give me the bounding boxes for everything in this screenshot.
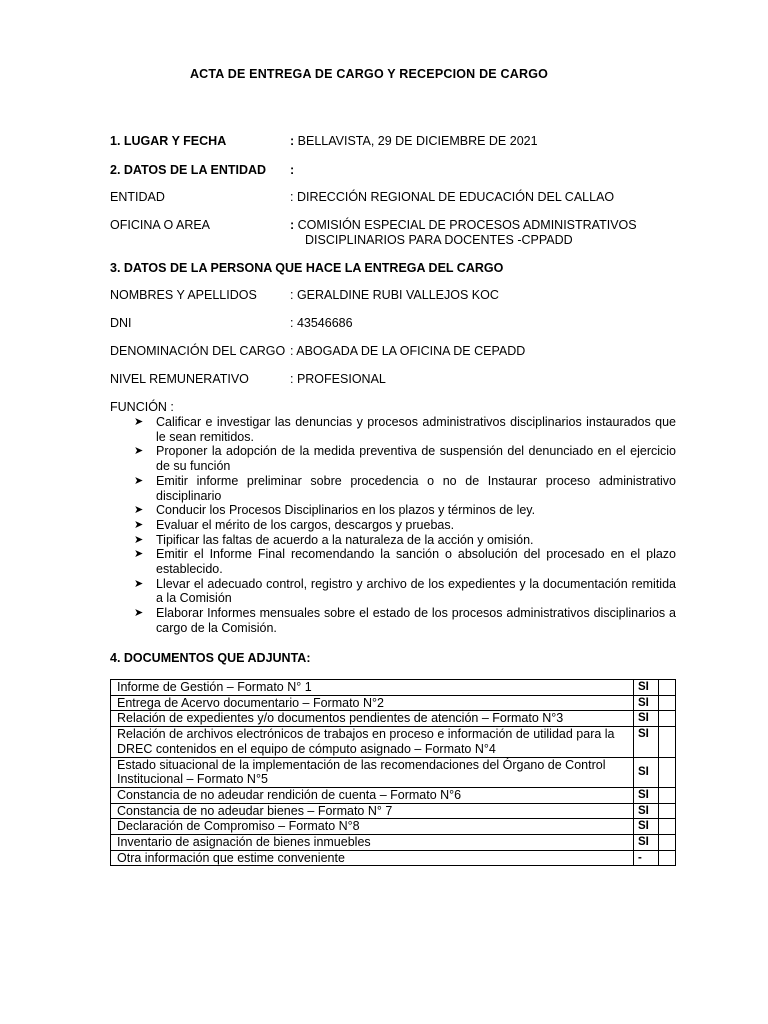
table-row: [111, 803, 676, 819]
oficina-line2: DISCIPLINARIOS PARA DOCENTES -CPPADD: [305, 233, 573, 247]
list-item: ➤ Proponer la adopción de la medida preventiva de suspensión del denunciado en el ejercicio de su función: [134, 444, 676, 474]
arrowhead-bullet-icon: ➤: [134, 518, 144, 531]
table-row: [111, 711, 676, 727]
funcion-label: FUNCIÓN :: [110, 400, 174, 414]
doc-empty-cell: [659, 757, 676, 787]
doc-flag: SI: [634, 711, 659, 727]
table-row: [111, 787, 676, 803]
funciones-list: [134, 415, 676, 636]
doc-flag: SI: [634, 835, 659, 851]
table-row: [111, 680, 676, 696]
doc-desc: Declaración de Compromiso – Formato N°8: [111, 819, 634, 835]
cargo-label: DENOMINACIÓN DEL CARGO: [110, 344, 286, 358]
table-row: [111, 695, 676, 711]
datos-entidad-heading: 2. DATOS DE LA ENTIDAD: [110, 163, 267, 177]
doc-desc: Constancia de no adeudar rendición de cuenta – Formato N°6: [111, 787, 634, 803]
arrowhead-bullet-icon: ➤: [134, 416, 144, 428]
nivel-value: : PROFESIONAL: [290, 372, 386, 386]
doc-flag: SI: [634, 680, 659, 696]
nombres-label: NOMBRES Y APELLIDOS: [110, 288, 257, 302]
list-item: ➤ Calificar e investigar las denuncias y procesos administrativos disciplinarios instaurados que le sean remitidos.: [134, 415, 676, 444]
table-row: [111, 757, 676, 787]
cargo-value: : ABOGADA DE LA OFICINA DE CEPADD: [290, 344, 526, 358]
doc-empty-cell: [659, 787, 676, 803]
lugar-fecha-label: 1. LUGAR Y FECHA: [110, 134, 227, 148]
entidad-value: : DIRECCIÓN REGIONAL DE EDUCACIÓN DEL CALLAO: [290, 190, 615, 204]
table-row: [111, 727, 676, 757]
persona-heading: 3. DATOS DE LA PERSONA QUE HACE LA ENTREGA DEL CARGO: [110, 261, 504, 275]
list-item: ➤ Conducir los Procesos Disciplinarios en los plazos y términos de ley.: [134, 503, 536, 518]
oficina-label: OFICINA O AREA: [110, 218, 211, 232]
oficina-line1: COMISIÓN ESPECIAL DE PROCESOS ADMINISTRATIVOS: [297, 218, 637, 232]
document-title: ACTA DE ENTREGA DE CARGO Y RECEPCION DE CARGO: [189, 67, 549, 81]
entidad-label: ENTIDAD: [110, 190, 165, 204]
doc-desc: Otra información que estime conveniente: [111, 850, 634, 866]
arrowhead-bullet-icon: ➤: [134, 533, 144, 546]
arrowhead-bullet-icon: ➤: [134, 474, 144, 487]
list-item: ➤ Llevar el adecuado control, registro y archivo de los expedientes y la documentación remitida a la Comisión: [134, 576, 676, 606]
doc-empty-cell: [659, 803, 676, 819]
arrowhead-bullet-icon: ➤: [134, 548, 144, 561]
doc-flag: SI: [634, 695, 659, 711]
lugar-fecha-value: : BELLAVISTA, 29 DE DICIEMBRE DE 2021: [290, 134, 538, 148]
table-row: [111, 850, 676, 866]
doc-desc: Relación de expedientes y/o documentos pendientes de atención – Formato N°3: [111, 711, 634, 727]
doc-desc: Inventario de asignación de bienes inmuebles: [111, 835, 634, 851]
doc-desc: Entrega de Acervo documentario – Formato N°2: [111, 695, 634, 711]
doc-empty-cell: [659, 680, 676, 696]
documentos-heading: 4. DOCUMENTOS QUE ADJUNTA:: [110, 651, 311, 665]
doc-empty-cell: [659, 727, 676, 757]
dni-label: DNI: [110, 316, 132, 330]
table-row: [111, 835, 676, 851]
oficina-value: : COMISIÓN ESPECIAL DE PROCESOS ADMINISTRATIVOS: [290, 218, 637, 232]
lugar-fecha-text: BELLAVISTA, 29 DE DICIEMBRE DE 2021: [297, 134, 538, 148]
doc-empty-cell: [659, 819, 676, 835]
list-item: ➤ Emitir informe preliminar sobre procedencia o no de Instaurar proceso administrativo disciplinario: [134, 473, 676, 503]
list-item: ➤ Tipificar las faltas de acuerdo a la naturaleza de la acción y omisión.: [134, 532, 534, 547]
datos-entidad-colon: :: [290, 163, 295, 177]
doc-flag: SI: [634, 757, 659, 787]
doc-flag: SI: [634, 727, 659, 757]
arrowhead-bullet-icon: ➤: [134, 504, 144, 517]
doc-flag: SI: [634, 803, 659, 819]
arrowhead-bullet-icon: ➤: [134, 577, 144, 590]
doc-desc: Relación de archivos electrónicos de trabajos en proceso e información de utilidad para la DREC contenidos en el equipo de cómputo asignado – Formato N°4: [111, 727, 634, 757]
doc-empty-cell: [659, 835, 676, 851]
arrowhead-bullet-icon: ➤: [134, 607, 144, 620]
doc-flag: -: [634, 850, 659, 866]
doc-desc: Informe de Gestión – Formato N° 1: [111, 680, 634, 696]
arrowhead-bullet-icon: ➤: [134, 445, 144, 458]
nivel-label: NIVEL REMUNERATIVO: [110, 372, 249, 386]
list-item: ➤ Elaborar Informes mensuales sobre el estado de los procesos administrativos disciplinarios a cargo de la Comisión.: [134, 606, 676, 635]
documentos-table: [110, 679, 676, 866]
doc-flag: SI: [634, 819, 659, 835]
doc-empty-cell: [659, 695, 676, 711]
dni-value: : 43546686: [290, 316, 353, 330]
doc-desc: Estado situacional de la implementación de las recomendaciones del Órgano de Control Institucional – Formato N°5: [111, 757, 634, 787]
list-item: ➤ Emitir el Informe Final recomendando la sanción o absolución del procesado en el plazo establecido.: [134, 547, 676, 577]
table-row: [111, 819, 676, 835]
nombres-value: : GERALDINE RUBI VALLEJOS KOC: [290, 288, 499, 302]
doc-flag: SI: [634, 787, 659, 803]
list-item: ➤ Evaluar el mérito de los cargos, descargos y pruebas.: [134, 517, 455, 532]
doc-empty-cell: [659, 711, 676, 727]
doc-empty-cell: [659, 850, 676, 866]
doc-desc: Constancia de no adeudar bienes – Formato N° 7: [111, 803, 634, 819]
